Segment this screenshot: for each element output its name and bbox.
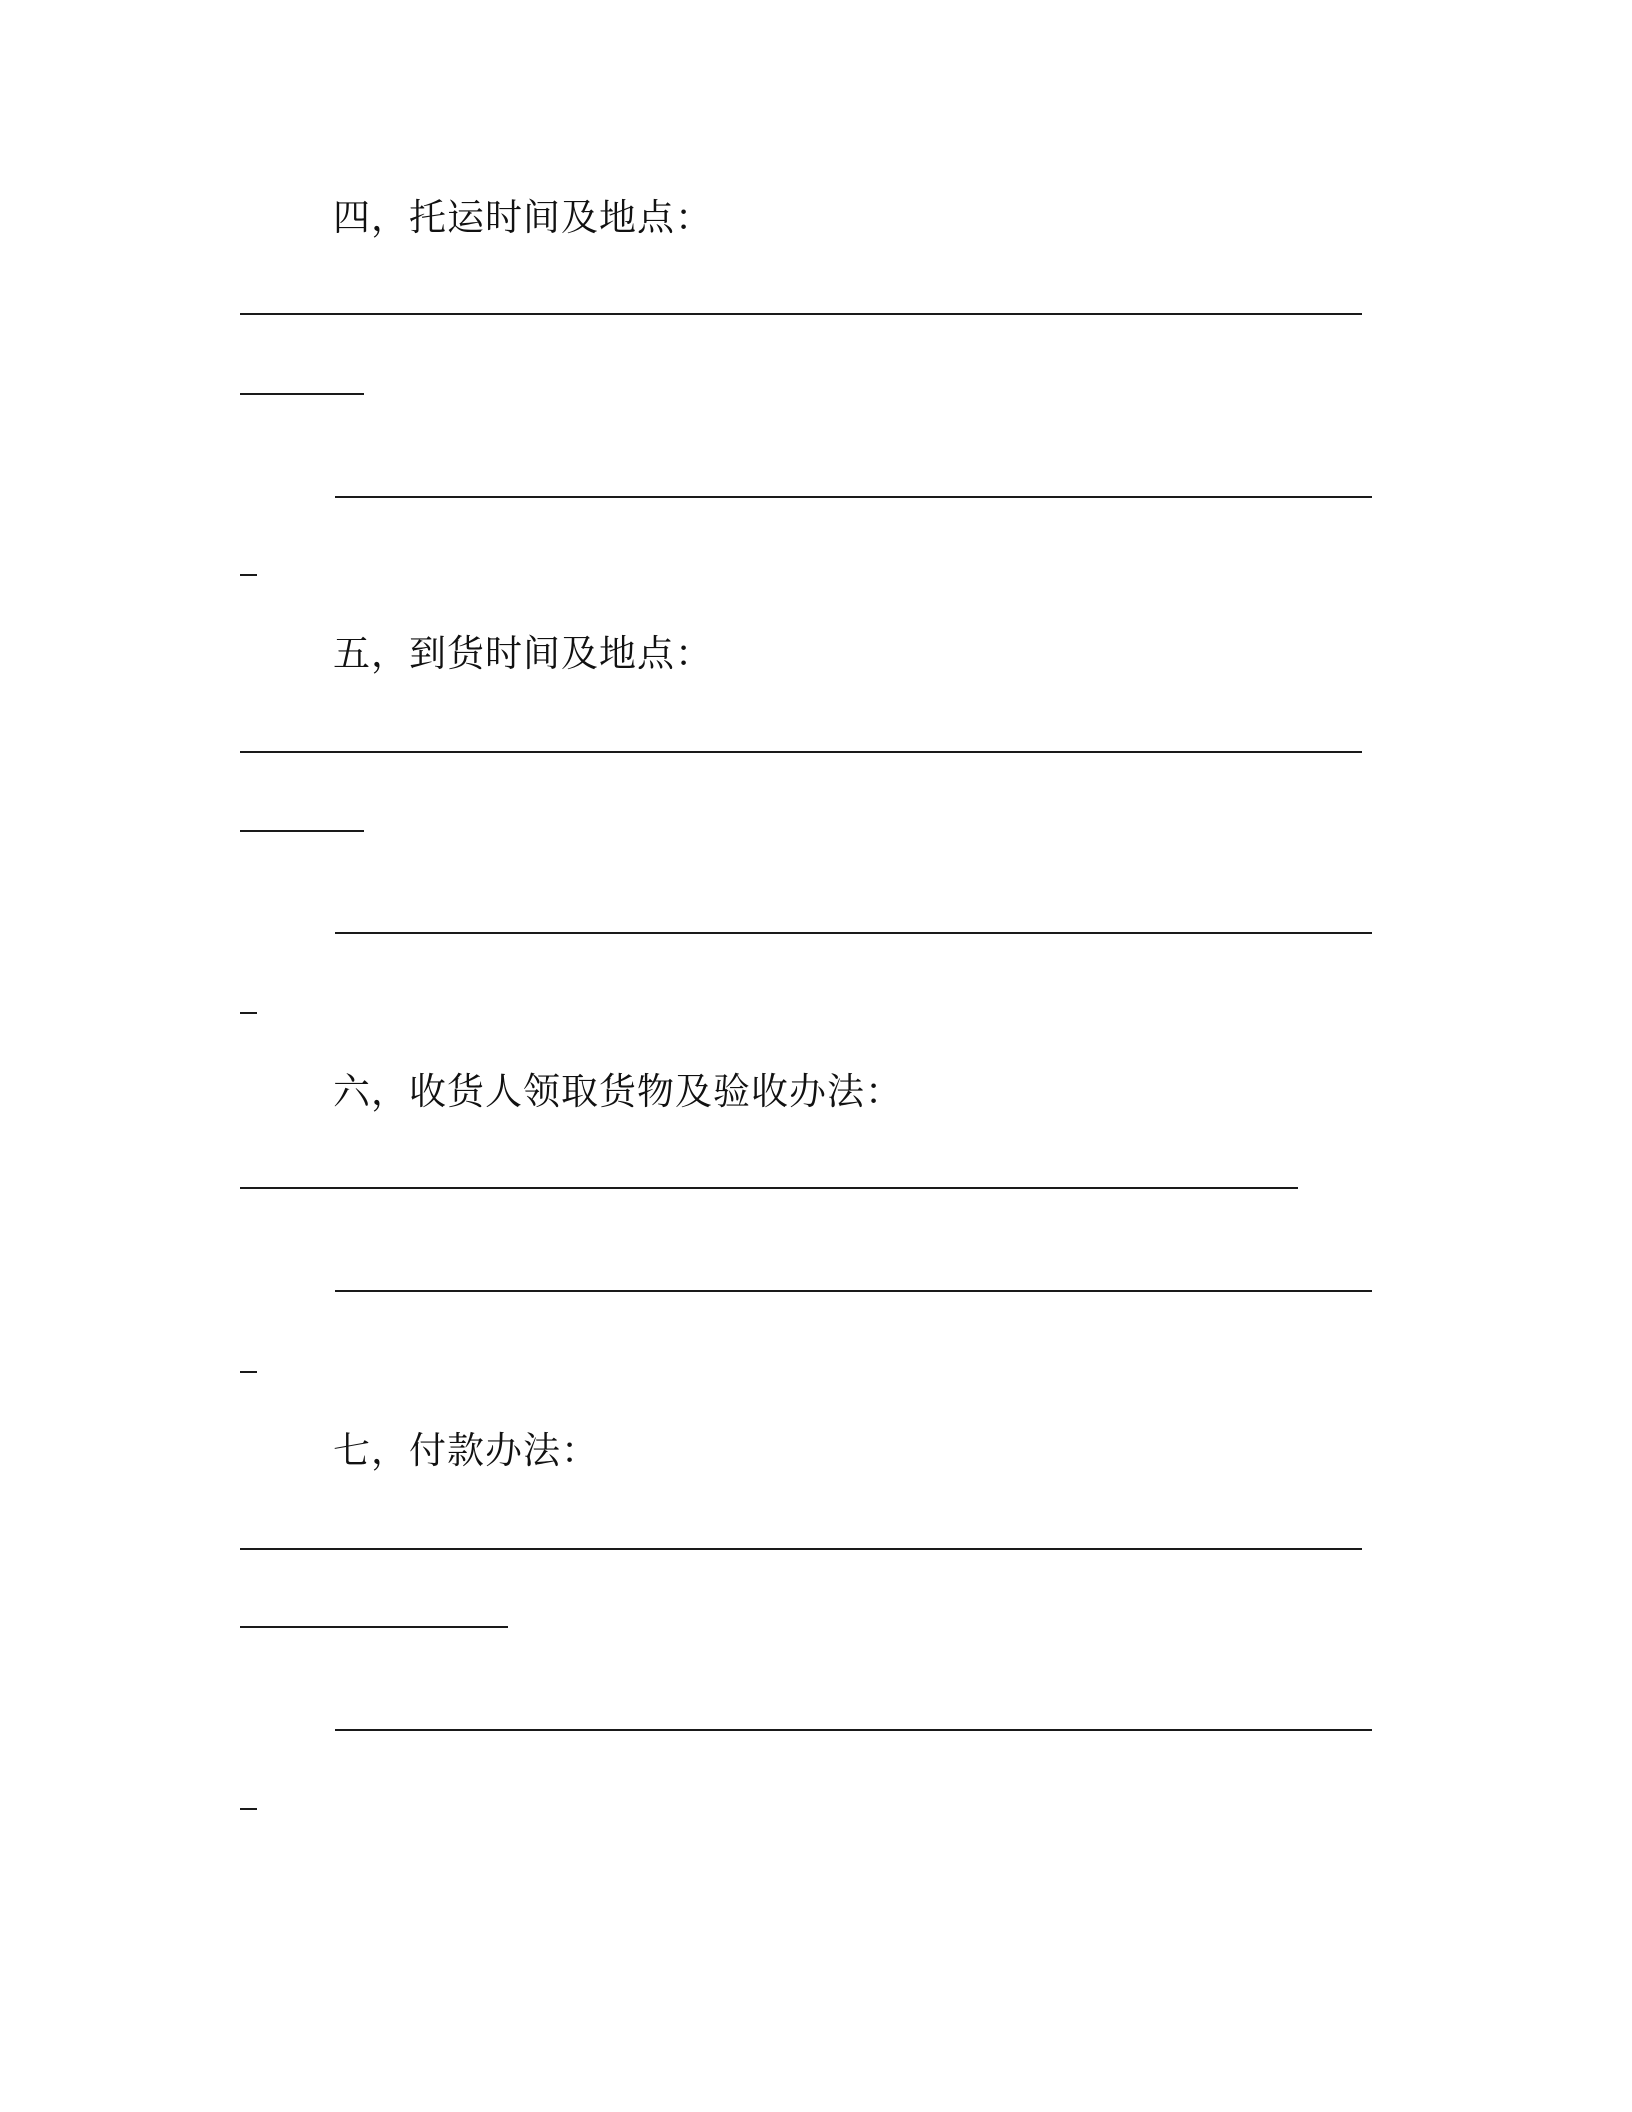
fill-line [240,1626,508,1628]
fill-line [240,1371,257,1373]
fill-line [240,751,1362,753]
fill-line [335,932,1372,934]
fill-line [240,1012,257,1014]
fill-line [335,1290,1372,1292]
fill-line [335,496,1372,498]
fill-line [240,1808,257,1810]
section-heading-consignment: 四，托运时间及地点： [333,196,713,239]
fill-line [240,830,364,832]
fill-line [240,1187,1298,1189]
section-heading-arrival: 五，到货时间及地点： [333,632,713,675]
fill-line [240,393,364,395]
fill-line [240,574,257,576]
fill-line [240,1548,1362,1550]
section-heading-receipt: 六，收货人领取货物及验收办法： [333,1070,903,1113]
fill-line [335,1729,1372,1731]
section-heading-payment: 七，付款办法： [333,1429,599,1472]
fill-line [240,313,1362,315]
